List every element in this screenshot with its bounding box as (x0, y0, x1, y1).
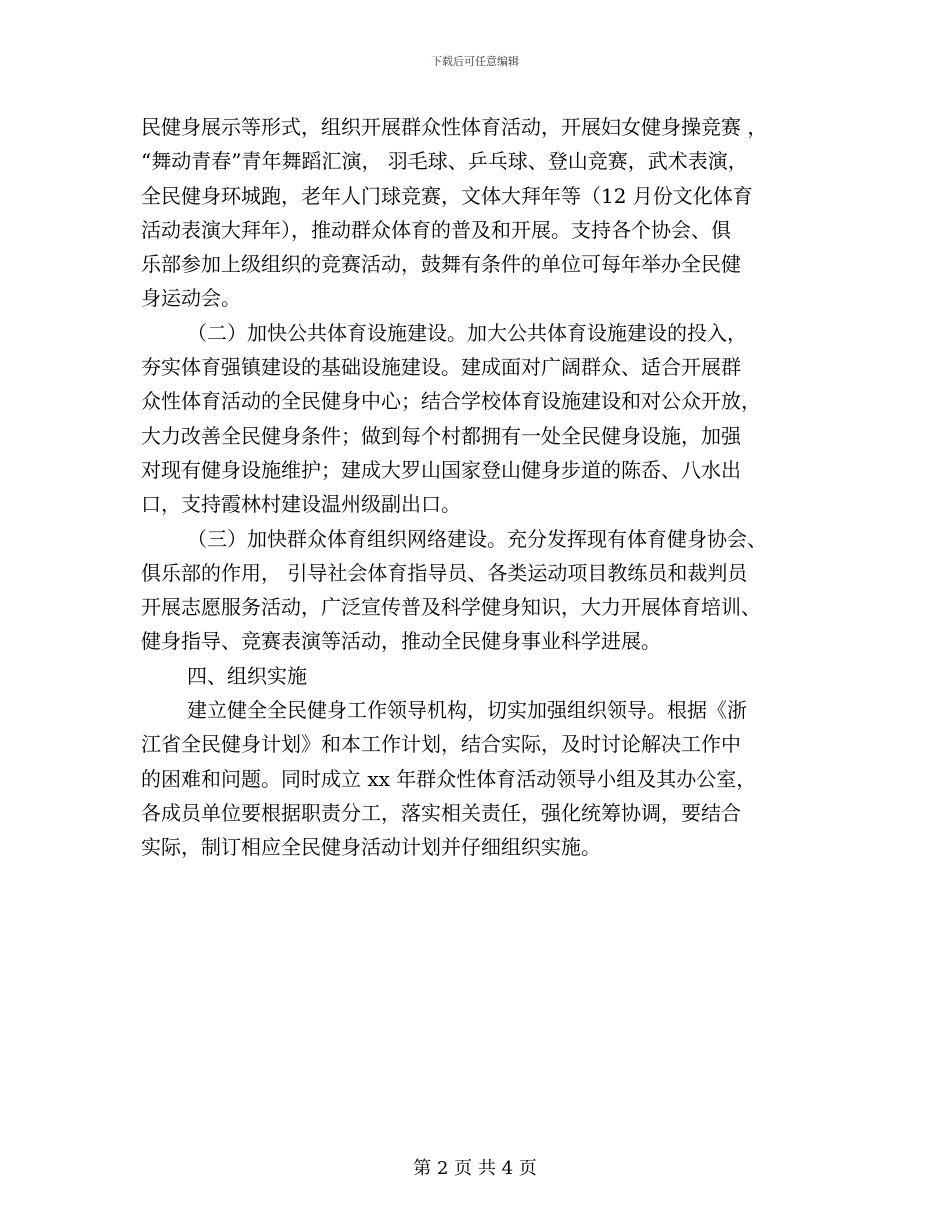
text-line: 乐部参加上级组织的竞赛活动，鼓舞有条件的单位可每年举办全民健 (141, 252, 741, 277)
text-line: 开展志愿服务活动，广泛宣传普及科学健身知识，大力开展体育培训、 (141, 595, 761, 620)
text-line: “舞动青春”青年舞蹈汇演， 羽毛球、乒乓球、登山竞赛，武术表演， (141, 149, 748, 174)
text-line: 江省全民健身计划》和本工作计划，结合实际，及时讨论解决工作中 (141, 732, 741, 757)
text-line: 身运动会。 (141, 286, 241, 311)
header-note: 下载后可任意编辑 (431, 55, 519, 68)
text-line: 大力改善全民健身条件；做到每个村都拥有一处全民健身设施，加强 (141, 423, 741, 448)
page-number-footer: 第 2 页 共 4 页 (413, 1158, 537, 1179)
document-body (141, 110, 809, 865)
text-line: 健身指导、竞赛表演等活动，推动全民健身事业科学进展。 (141, 629, 661, 654)
section-heading-line: （三）加快群众体育组织网络建设。充分发挥现有体育健身协会、 (187, 526, 767, 551)
text-line: 俱乐部的作用， 引导社会体育指导员、各类运动项目教练员和裁判员 (141, 560, 748, 585)
text-line: 的困难和问题。同时成立 xx 年群众性体育活动领导小组及其办公室， (141, 766, 757, 791)
section-title: 四、组织实施 (187, 663, 307, 688)
text-line: 口，支持霞林村建设温州级副出口。 (141, 492, 461, 517)
text-line: 民健身展示等形式，组织开展群众性体育活动，开展妇女健身操竞赛 ， (141, 115, 768, 139)
text-line: 建立健全全民健身工作领导机构，切实加强组织领导。根据《浙 (187, 698, 747, 723)
text-line: 对现有健身设施维护；建成大罗山国家登山健身步道的陈岙、八水出 (141, 457, 741, 482)
text-line: 夯实体育强镇建设的基础设施建设。建成面对广阔群众、适合开展群 (141, 355, 741, 380)
section-heading-line: （二）加快公共体育设施建设。加大公共体育设施建设的投入， (187, 320, 747, 345)
text-line: 活动表演大拜年），推动群众体育的普及和开展。支持各个协会、俱 (141, 217, 731, 242)
text-line: 全民健身环城跑，老年人门球竞赛，文体大拜年等（12 月份文化体育 (141, 183, 753, 208)
text-line: 各成员单位要根据职责分工，落实相关责任，强化统筹协调，要结合 (141, 800, 741, 825)
text-line: 众性体育活动的全民健身中心；结合学校体育设施建设和对公众开放， (141, 389, 761, 414)
text-line: 实际，制订相应全民健身活动计划并仔细组织实施。 (141, 835, 601, 860)
